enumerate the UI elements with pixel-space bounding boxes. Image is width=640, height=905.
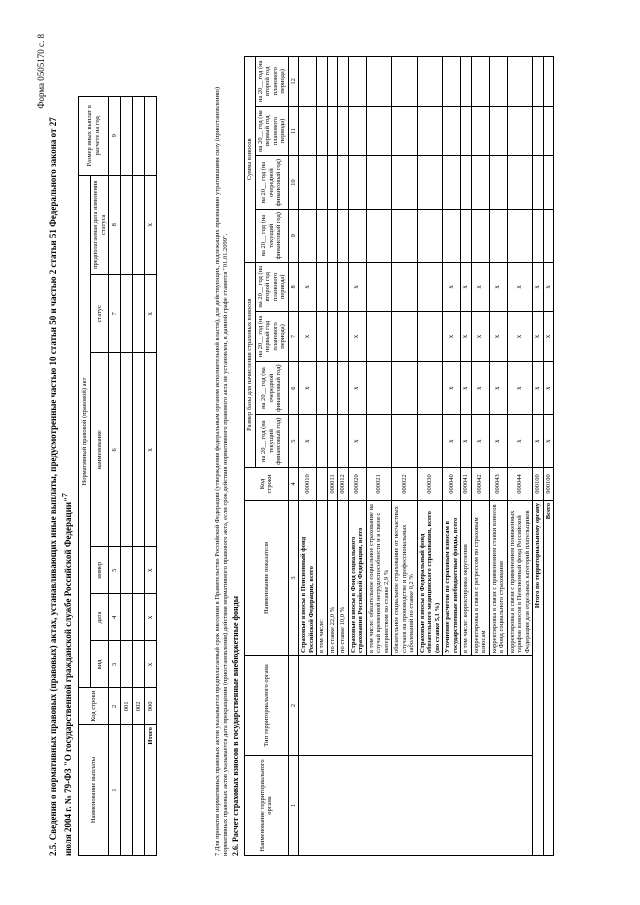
- value-cell: [471, 57, 489, 107]
- value-cell: [461, 106, 472, 156]
- value-cell: [461, 57, 472, 107]
- cross-mark: x: [533, 312, 544, 362]
- footnote-ref: 7: [60, 493, 69, 497]
- indicator-name: Страховые взносы в Федеральный фонд обязательного медицинского страхования, всего (по ставке 5,1 %): [417, 501, 443, 656]
- cross-mark: x: [543, 415, 554, 468]
- cross-mark: x: [145, 547, 157, 594]
- value-cell: [348, 106, 366, 156]
- col-num: 11: [288, 106, 299, 156]
- value-cell: [543, 156, 554, 209]
- value-cell: [471, 106, 489, 156]
- indicator-name: корректировка в связи с регрессом по страховым взносам: [471, 501, 489, 656]
- cross-mark: x: [145, 594, 157, 641]
- th-size: Размер иных выплат в расчете на год: [79, 97, 109, 176]
- cell: [145, 97, 157, 176]
- cell: [121, 274, 133, 353]
- col-num: 9: [109, 97, 121, 176]
- value-cell: [489, 156, 507, 209]
- value-cell: [461, 209, 472, 262]
- value-cell: [366, 156, 392, 209]
- territory-name-cell: [299, 756, 533, 856]
- cross-mark: x: [145, 641, 157, 688]
- value-cell: [417, 209, 443, 262]
- col-num: 5: [109, 547, 121, 594]
- cross-mark: x: [443, 415, 461, 468]
- value-cell: [327, 415, 338, 468]
- th-base-group: Размер базы для начисления страховых взносов: [245, 262, 256, 467]
- col-num: 5: [288, 415, 299, 468]
- row-code: 000021: [366, 468, 392, 501]
- th-payment-name: Наименование выплаты: [79, 725, 109, 856]
- indicator-name: Уточнение расчетов по страховым взносам в государственные внебюджетные фонды, всего: [443, 501, 461, 656]
- indicator-name: в том числе: обязательное социальное страхование на случай временной нетрудоспособности и в связи с материнством по ставке 2,9 %: [366, 501, 392, 656]
- cross-mark: x: [348, 361, 366, 414]
- cross-mark: x: [489, 415, 507, 468]
- cross-mark: x: [145, 274, 157, 353]
- cross-mark: x: [543, 312, 554, 362]
- row-code: 000042: [471, 468, 489, 501]
- cross-mark: x: [299, 361, 317, 414]
- table-row: [533, 57, 544, 856]
- cross-mark: x: [299, 262, 317, 312]
- cell: [121, 725, 133, 856]
- value-cell: [327, 312, 338, 362]
- col-num: 6: [109, 353, 121, 547]
- cross-mark: x: [461, 262, 472, 312]
- cross-mark: x: [507, 312, 533, 362]
- value-cell: [507, 106, 533, 156]
- value-cell: [392, 312, 418, 362]
- value-cell: [392, 57, 418, 107]
- col-num: 7: [288, 312, 299, 362]
- footnote: 7 Для проектов нормативных правовых актов указывается предполагаемый срок внесения в Правительство Российской Федерации (утверждения федеральным органом исполнительной власти), для действующих, подлежащих признанию утратившими силу (приостановлению) нормативных правовых актов указывается дата прекращения (приостановления) действия нормативного правового акта, если срок действия нормативного правового акта не установлен, в данной графе ставится "01.01.2099".: [214, 87, 229, 856]
- cell: [133, 594, 145, 641]
- cross-mark: x: [543, 361, 554, 414]
- row-code: [317, 468, 328, 501]
- value-cell: [507, 209, 533, 262]
- value-cell: [543, 57, 554, 107]
- row-code: 000041: [461, 468, 472, 501]
- indicator-name: в том числе:: [317, 501, 328, 656]
- section-2-6-title: 2.6. Расчет страховых взносов в государственные внебюджетные фонды: [231, 596, 240, 856]
- value-cell: [338, 156, 349, 209]
- value-cell: [392, 262, 418, 312]
- col-num: 3: [288, 501, 299, 656]
- col-num: 2: [288, 656, 299, 756]
- cell: [133, 97, 145, 176]
- value-cell: [417, 57, 443, 107]
- th-indicator: Наименование показателя: [245, 501, 289, 656]
- value-cell: [461, 156, 472, 209]
- col-num: 8: [288, 262, 299, 312]
- value-cell: [533, 57, 544, 107]
- col-num: 2: [109, 688, 121, 725]
- indicator-name: корректировка в связи с применением пониженных тарифов взносов в Пенсионный фонд Российской Федерации для отдельных категорий плательщиков: [507, 501, 533, 656]
- table-row: [299, 57, 317, 856]
- th-number: номер: [91, 547, 109, 594]
- value-cell: [338, 361, 349, 414]
- th-year-second: на 20__ год (на второй год планового периода): [255, 57, 288, 107]
- row-code: 002: [133, 688, 145, 725]
- row-code: 000030: [417, 468, 443, 501]
- col-num: 12: [288, 57, 299, 107]
- cross-mark: x: [348, 312, 366, 362]
- value-cell: [366, 415, 392, 468]
- cross-mark: x: [461, 312, 472, 362]
- row-code: 000040: [443, 468, 461, 501]
- normative-acts-table: [78, 96, 157, 856]
- value-cell: [317, 156, 328, 209]
- value-cell: [327, 156, 338, 209]
- value-cell: [417, 312, 443, 362]
- th-year-second: на 20__ год (на второй год планового периода): [255, 262, 288, 312]
- value-cell: [392, 361, 418, 414]
- cross-mark: x: [145, 175, 157, 274]
- value-cell: [366, 209, 392, 262]
- th-status: статус: [91, 274, 109, 353]
- value-cell: [327, 262, 338, 312]
- cross-mark: x: [461, 361, 472, 414]
- value-cell: [338, 312, 349, 362]
- value-cell: [392, 106, 418, 156]
- value-cell: [348, 57, 366, 107]
- value-cell: [507, 57, 533, 107]
- th-status-date: предполагаемая дата изменения статуса: [91, 175, 109, 274]
- cell: [121, 353, 133, 547]
- rotated-form: [36, 16, 636, 896]
- row-code: 900100: [543, 468, 554, 501]
- value-cell: [338, 262, 349, 312]
- form-code: Форма 0505170 с. 8: [36, 34, 46, 109]
- value-cell: [299, 106, 317, 156]
- value-cell: [443, 106, 461, 156]
- value-cell: [417, 262, 443, 312]
- value-cell: [338, 415, 349, 468]
- value-cell: [533, 106, 544, 156]
- table-row: [543, 57, 554, 856]
- row-code: 000022: [392, 468, 418, 501]
- cross-mark: x: [533, 262, 544, 312]
- th-year-first: на 20__ год (на первый год планового периода): [255, 106, 288, 156]
- value-cell: [317, 209, 328, 262]
- value-cell: [327, 209, 338, 262]
- value-cell: [443, 209, 461, 262]
- cross-mark: x: [299, 312, 317, 362]
- indicator-name: Итого по территориальному органу: [533, 501, 544, 856]
- value-cell: [507, 156, 533, 209]
- value-cell: [489, 209, 507, 262]
- cross-mark: x: [461, 415, 472, 468]
- row-code: 000010: [299, 468, 317, 501]
- row-code: 000020: [348, 468, 366, 501]
- cross-mark: x: [489, 312, 507, 362]
- value-cell: [317, 106, 328, 156]
- territory-type-cell: [299, 656, 533, 756]
- indicator-name: Страховые взносы в Пенсионный фонд Российской Федерации, всего: [299, 501, 317, 656]
- indicator-name: в том числе: корректировка округления: [461, 501, 472, 656]
- value-cell: [348, 209, 366, 262]
- col-num: 1: [288, 756, 299, 856]
- cell: [133, 547, 145, 594]
- cell: [121, 97, 133, 176]
- value-cell: [366, 312, 392, 362]
- value-cell: [338, 57, 349, 107]
- value-cell: [471, 209, 489, 262]
- value-cell: [338, 209, 349, 262]
- col-num: 8: [109, 175, 121, 274]
- value-cell: [338, 106, 349, 156]
- value-cell: [317, 57, 328, 107]
- col-num: 4: [288, 468, 299, 501]
- section-2-5-title-text: 2.5. Сведения о нормативных правовых (правовых) актах, устанавливающих иные выплаты, предусмотренные частью 10 статьи 50 и частью 2 статьи 51 Федерального закона от 27 июля 2004 г. № 79-ФЗ "О государственной гражданской службе Российской Федерации": [48, 117, 73, 856]
- value-cell: [317, 262, 328, 312]
- value-cell: [417, 361, 443, 414]
- th-year-first: на 20__ год (на первый год планового периода): [255, 312, 288, 362]
- value-cell: [348, 156, 366, 209]
- cross-mark: x: [443, 312, 461, 362]
- value-cell: [489, 106, 507, 156]
- value-cell: [417, 106, 443, 156]
- cell: [121, 594, 133, 641]
- col-num: 1: [109, 725, 121, 856]
- col-num: 10: [288, 156, 299, 209]
- column-numbers-row: [109, 97, 121, 856]
- th-sum-group: Сумма взносов: [245, 57, 256, 263]
- cross-mark: x: [489, 262, 507, 312]
- cross-mark: x: [299, 415, 317, 468]
- cross-mark: x: [348, 262, 366, 312]
- indicator-name: Всего: [543, 501, 554, 856]
- th-year-next: на 20__ год (на очередной финансовый год): [255, 361, 288, 414]
- cross-mark: x: [471, 262, 489, 312]
- value-cell: [543, 106, 554, 156]
- value-cell: [392, 156, 418, 209]
- col-num: 4: [109, 594, 121, 641]
- col-num: 3: [109, 641, 121, 688]
- value-cell: [489, 57, 507, 107]
- total-code: 900: [145, 688, 157, 725]
- th-territory-name: Наименование территориального органа: [245, 756, 289, 856]
- th-kind: вид: [91, 641, 109, 688]
- th-year-current: на 20__ год (на текущий финансовый год): [255, 209, 288, 262]
- cross-mark: x: [443, 262, 461, 312]
- cell: [121, 547, 133, 594]
- total-row: [145, 97, 157, 856]
- cross-mark: x: [489, 361, 507, 414]
- indicator-name: по ставке 10,0 %: [338, 501, 349, 656]
- value-cell: [317, 361, 328, 414]
- cross-mark: x: [443, 361, 461, 414]
- cross-mark: x: [507, 262, 533, 312]
- value-cell: [327, 361, 338, 414]
- cross-mark: x: [471, 415, 489, 468]
- th-year-next: на 20__ год (на очередной финансовый год): [255, 156, 288, 209]
- value-cell: [317, 312, 328, 362]
- col-num: 6: [288, 361, 299, 414]
- value-cell: [417, 415, 443, 468]
- value-cell: [443, 156, 461, 209]
- value-cell: [471, 156, 489, 209]
- value-cell: [366, 106, 392, 156]
- row-code: 000044: [507, 468, 533, 501]
- value-cell: [299, 156, 317, 209]
- th-date: дата: [91, 594, 109, 641]
- value-cell: [317, 415, 328, 468]
- total-label: Итого: [145, 725, 157, 856]
- value-cell: [299, 57, 317, 107]
- value-cell: [327, 106, 338, 156]
- value-cell: [543, 209, 554, 262]
- cell: [121, 175, 133, 274]
- cell: [133, 274, 145, 353]
- th-territory-type: Тип территориального органа: [245, 656, 289, 756]
- row-code: 001: [121, 688, 133, 725]
- th-code: Код строки: [245, 468, 289, 501]
- cell: [121, 641, 133, 688]
- cross-mark: x: [533, 361, 544, 414]
- row-code: 000100: [533, 468, 544, 501]
- indicator-name: по ставке 22,0 %: [327, 501, 338, 656]
- value-cell: [533, 209, 544, 262]
- value-cell: [392, 209, 418, 262]
- value-cell: [392, 415, 418, 468]
- th-row-code: Код строки: [79, 688, 109, 725]
- indicator-name: обязательное социальное страхование от несчастных случаев на производстве и профессиональных заболеваний по ставке 0,2 %: [392, 501, 418, 656]
- row-code: 000012: [338, 468, 349, 501]
- value-cell: [533, 156, 544, 209]
- value-cell: [327, 57, 338, 107]
- th-name: наименование: [91, 353, 109, 547]
- cross-mark: x: [543, 262, 554, 312]
- cell: [133, 175, 145, 274]
- cell: [133, 353, 145, 547]
- col-num: 9: [288, 209, 299, 262]
- cell: [133, 641, 145, 688]
- cross-mark: x: [145, 353, 157, 547]
- cell: [133, 725, 145, 856]
- value-cell: [366, 57, 392, 107]
- cross-mark: x: [348, 415, 366, 468]
- cross-mark: x: [471, 361, 489, 414]
- cross-mark: x: [507, 361, 533, 414]
- cross-mark: x: [471, 312, 489, 362]
- value-cell: [443, 57, 461, 107]
- value-cell: [299, 209, 317, 262]
- column-numbers-row: [288, 57, 299, 856]
- th-act-group: Нормативный правовой (правовой) акт: [79, 175, 91, 688]
- table-row: [133, 97, 145, 856]
- col-num: 7: [109, 274, 121, 353]
- row-code: 000011: [327, 468, 338, 501]
- cross-mark: x: [533, 415, 544, 468]
- value-cell: [366, 262, 392, 312]
- row-code: 000043: [489, 468, 507, 501]
- table-row: [121, 97, 133, 856]
- indicator-name: Страховые взносы в Фонд социального страхования Российской Федерации, всего: [348, 501, 366, 656]
- th-year-current: на 20__ год (на текущий финансовый год): [255, 415, 288, 468]
- value-cell: [366, 361, 392, 414]
- cross-mark: x: [507, 415, 533, 468]
- value-cell: [417, 156, 443, 209]
- section-2-5-title: [48, 96, 74, 856]
- indicator-name: корректировка в связи с применением ставки взносов в Фонд социального страхования: [489, 501, 507, 656]
- insurance-contributions-table: [244, 56, 554, 856]
